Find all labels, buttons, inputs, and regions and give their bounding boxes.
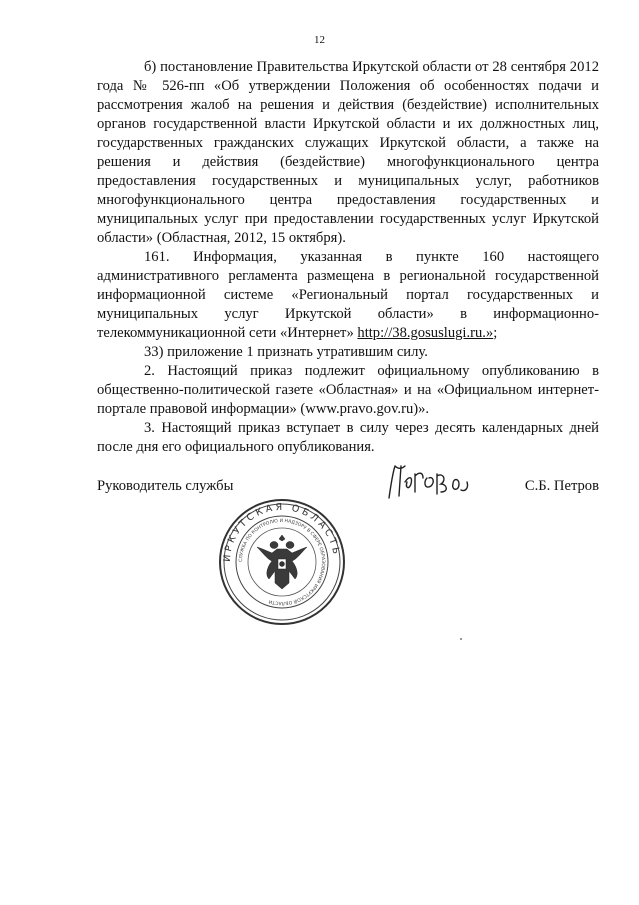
handwritten-signature <box>385 462 475 502</box>
paragraph-161-text: 161. Информация, указанная в пункте 160 настоящего административного регламента размещена в региональной государственной информационной системе «Региональный портал государственных и муниципальных услуг Иркутской области» в информационно-телекоммуникационной сети «Интернет» <box>97 249 599 341</box>
seal-inner-text: СЛУЖБА ПО КОНТРОЛЮ И НАДЗОРУ В СФЕРЕ ОБРАЗОВАНИЯ ИРКУТСКОЙ ОБЛАСТИ <box>238 518 326 606</box>
gosuslugi-link[interactable]: http://38.gosuslugi.ru.» <box>357 325 494 341</box>
paragraph-33: 33) приложение 1 признать утратившим силу. <box>144 344 428 360</box>
signer-title: Руководитель службы <box>97 478 234 494</box>
official-seal <box>217 497 347 627</box>
signature-block <box>97 472 599 502</box>
page-number: 12 <box>314 34 325 46</box>
eagle-emblem-icon <box>257 535 307 589</box>
document-body <box>97 58 599 457</box>
paragraph-161-tail: ; <box>493 325 498 341</box>
paragraph-2: 2. Настоящий приказ подлежит официальному опубликованию в общественно-политической газете «Областная» и на «Официальном интернет-портале правовой информации» (www.pravo.gov.ru)». <box>97 363 599 417</box>
signer-name: С.Б. Петров <box>524 478 599 494</box>
paragraph-3: 3. Настоящий приказ вступает в силу через десять календарных дней после дня его официального опубликования. <box>97 420 599 455</box>
seal-outer-text: ИРКУТСКАЯ ОБЛАСТЬ <box>221 501 342 563</box>
paragraph-161 <box>97 248 599 343</box>
paragraph-b: б) постановление Правительства Иркутской области от 28 сентября 2012 года № 526-пп «Об утверждении Положения об особенностях подачи и рассмотрения жалоб на решения и действия (бездействие) исполнительных органов государственной власти Иркутской области и их должностных лиц, государственных гражданских служащих Иркутской области, а также на решения и действия (бездействие) многофункционального центра предоставления государственных и муниципальных услуг, работников многофункционального центра предоставления государственных и муниципальных услуг при предоставлении государственных услуг Иркутской области» (Областная, 2012, 15 октября). <box>97 59 599 246</box>
scan-speck <box>460 638 462 640</box>
